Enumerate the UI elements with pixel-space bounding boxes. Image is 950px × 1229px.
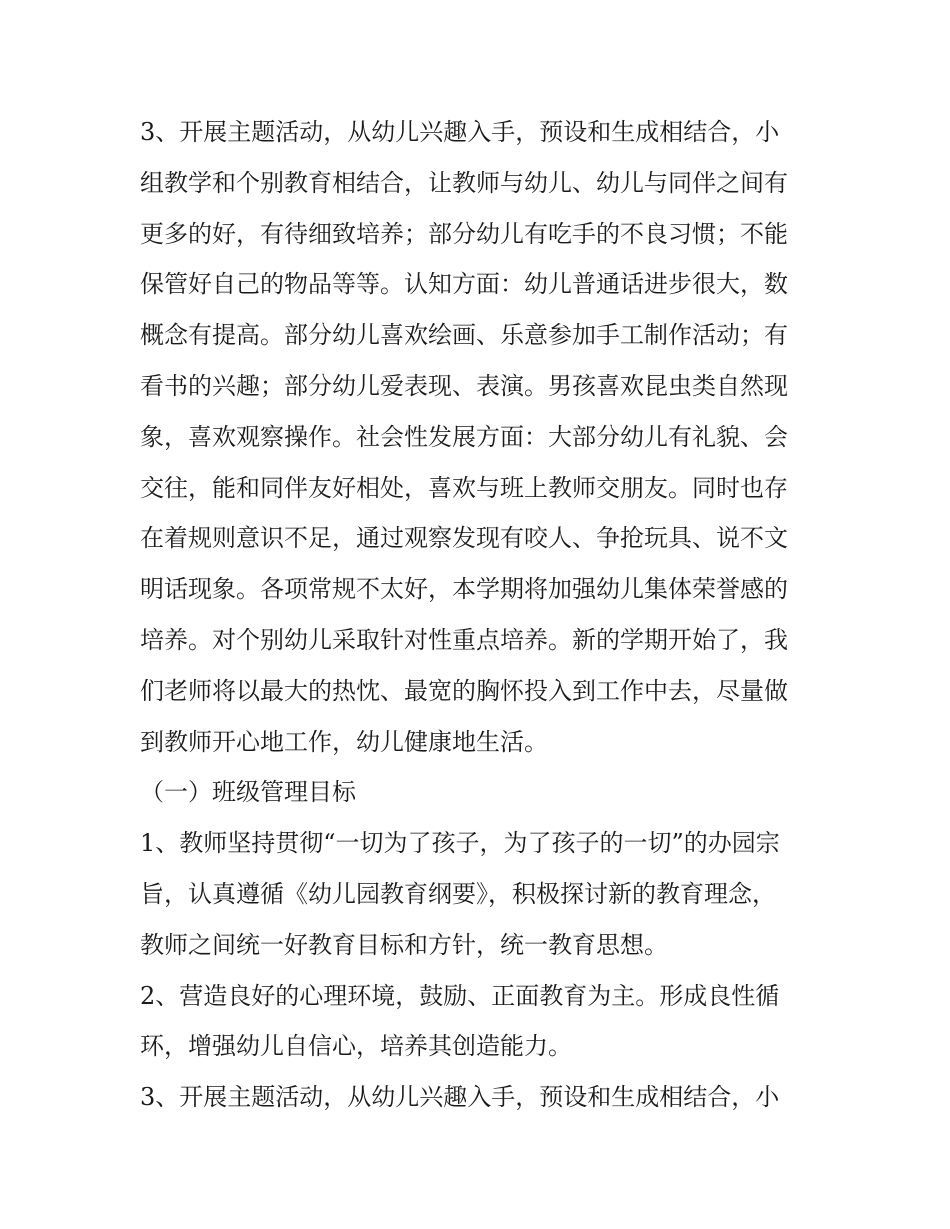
- text-line: 交往，能和同伴友好相处，喜欢与班上教师交朋友。同时也存: [140, 473, 788, 502]
- text-line: 2、营造良好的心理环境，鼓励、正面教育为主。形成良性循: [140, 981, 780, 1010]
- text-line: 到教师开心地工作，幼儿健康地生活。: [140, 727, 548, 756]
- text-line: 们老师将以最大的热忱、最宽的胸怀投入到工作中去，尽量做: [140, 676, 788, 705]
- text-line: 概念有提高。部分幼儿喜欢绘画、乐意参加手工制作活动；有: [140, 321, 788, 350]
- text-line: 1、教师坚持贯彻“一切为了孩子，为了孩子的一切”的办园宗: [140, 829, 780, 858]
- text-line: 看书的兴趣；部分幼儿爱表现、表演。男孩喜欢昆虫类自然现: [140, 371, 788, 400]
- text-line: 明话现象。各项常规不太好，本学期将加强幼儿集体荣誉感的: [140, 575, 788, 604]
- text-line: 环，增强幼儿自信心，培养其创造能力。: [140, 1032, 572, 1061]
- text-line: 3、开展主题活动，从幼儿兴趣入手，预设和生成相结合，小: [140, 1083, 780, 1112]
- text-line: 教师之间统一好教育目标和方针，统一教育思想。: [140, 930, 668, 959]
- document-body: [140, 107, 820, 1123]
- text-line: 培养。对个别幼儿采取针对性重点培养。新的学期开始了，我: [140, 625, 788, 654]
- section-heading: （一）班级管理目标: [140, 778, 356, 807]
- text-line: 3、开展主题活动，从幼儿兴趣入手，预设和生成相结合，小: [140, 118, 780, 146]
- text-line: 在着规则意识不足，通过观察发现有咬人、争抢玩具、说不文: [140, 524, 788, 553]
- text-line: 更多的好，有待细致培养；部分幼儿有吃手的不良习惯；不能: [140, 219, 788, 248]
- text-line: 组教学和个别教育相结合，让教师与幼儿、幼儿与同伴之间有: [140, 168, 788, 197]
- text-line: 旨，认真遵循《幼儿园教育纲要》，积极探讨新的教育理念，: [140, 879, 776, 908]
- text-line: 象，喜欢观察操作。社会性发展方面：大部分幼儿有礼貌、会: [140, 422, 788, 451]
- text-line: 保管好自己的物品等等。认知方面：幼儿普通话进步很大，数: [140, 270, 788, 299]
